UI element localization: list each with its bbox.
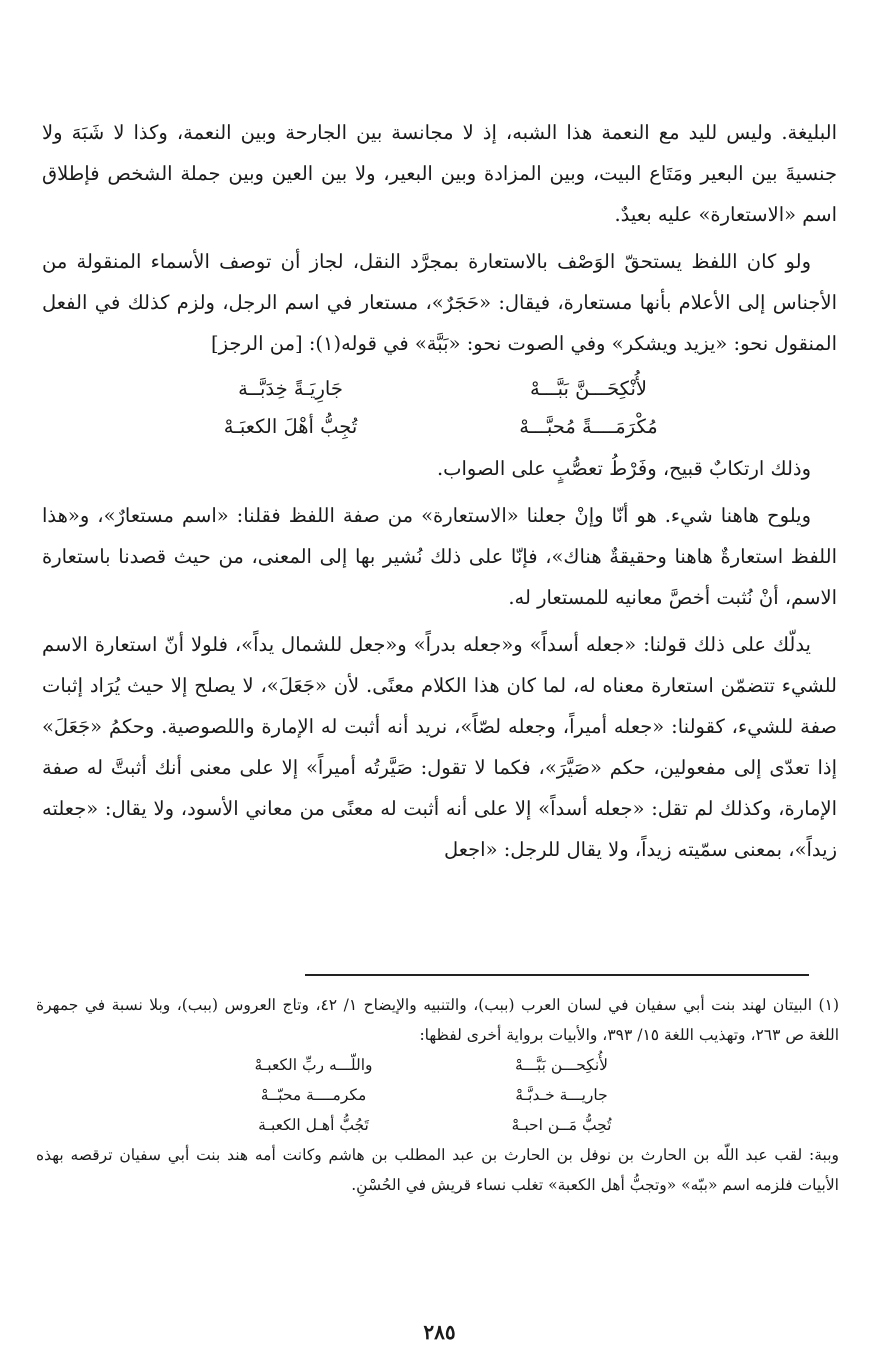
- paragraph-3: وذلك ارتكابٌ قبيح، وفَرْطُ تعصُّبٍ على الصواب.: [436, 457, 811, 480]
- verse-line-2: [42, 408, 837, 446]
- verse-line-1: [42, 370, 837, 408]
- footnote-verse-3: [36, 1110, 839, 1140]
- footnote-verse-1-a: لأُنكِحـــن بَبَّـــهْ: [515, 1056, 608, 1074]
- footnote-verse-3-a: تُحِبُّ مَــن احبـهْ: [511, 1116, 612, 1134]
- paragraph-2: ولو كان اللفظ يستحقّ الوَصْف بالاستعارة بمجرَّد النقل، لجاز أن توصف الأسماء المنقولة من الأجناس إلى الأعلام بأنها مستعارة، فيقال: «حَجَرٌ»، مستعار في اسم الرجل، ولزم كذلك في الفعل المنقول نحو: «يزيد ويشكر» وفي الصوت نحو: «بَبَّة» في قوله(١): [من الرجز]: [42, 250, 837, 355]
- verse-1-second-hemistich: جَارِيَـةً خِدَبَّــة: [238, 377, 343, 400]
- page-number: ٢٨٥: [423, 1320, 456, 1344]
- page-body: [42, 112, 837, 876]
- footnote-divider: [305, 974, 809, 976]
- footnote-note: وببة: لقب عبد اللّه بن الحارث بن نوفل بن الحارث بن عبد المطلب بن هاشم وكانت أمه هند بنت أبي سفيان ترقصه بهذه الأبيات فلزمه اسم «ببّه» «وتجبُّ أهل الكعبة» تغلب نساء قريش في الحُسْنِ.: [36, 1146, 839, 1194]
- verse-2-first-hemistich: مُكْرَمَــــةً مُحبَّـــهْ: [519, 415, 658, 438]
- verse-block: [42, 370, 837, 446]
- footnote-verse-1-b: واللّـــه ربِّ الكعبـهْ: [254, 1056, 373, 1074]
- paragraph-5: يدلّك على ذلك قولنا: «جعله أسداً» و«جعله بدراً» و«جعل للشمال يداً»، فلولا أنّ استعارة الاسم للشيء تتضمّن استعارة معناه له، لما كان هذا الكلام معنًى. لأن «جَعَلَ»، لا يصلح إلا حيث يُرَاد إثبات صفة للشيء، كقولنا: «جعله أميراً، وجعله لصّاً»، نريد أنه أثبت له الإمارة واللصوصية. وحكمُ «جَعَلَ» إذا تعدّى إلى مفعولين، حكم «صَيَّرَ»، فكما لا تقول: صَيَّرتُه أميراً» إلا على معنى أنك أثبتَّ له صفة الإمارة، وكذلك لم تقل: «جعله أسداً» إلا على أنه أثبت له معنًى من معاني الأسود، ولا يقال: «جعلته زيداً»، بمعنى سمّيته زيداً، ولا يقال للرجل: «اجعل: [42, 633, 837, 861]
- footnote-verse-2-b: مكرمــــة محبّــهْ: [260, 1086, 367, 1104]
- verse-1-first-hemistich: لأُنْكِحَـــنَّ بَبَّـــهْ: [530, 377, 647, 400]
- footnote-verse-1: [36, 1050, 839, 1080]
- footnotes: [36, 990, 839, 1200]
- paragraph-1: البليغة. وليس لليد مع النعمة هذا الشبه، إذ لا مجانسة بين الجارحة وبين النعمة، وكذا لا شَبَهَ ولا جنسيةَ بين البعير ومَتَاع البيت، وبين المزادة وبين البعير، ولا بين العين وبين جملة الشخص فإطلاق اسم «الاستعارة» عليه بعيدٌ.: [42, 121, 837, 226]
- paragraph-4: ويلوح هاهنا شيء. هو أنّا وإنْ جعلنا «الاستعارة» من صفة اللفظ فقلنا: «اسم مستعارٌ»، و«هذا اللفظ استعارةٌ هاهنا وحقيقةٌ هناك»، فإنّا على ذلك نُشير بها إلى المعنى، من حيث قصدنا باستعارة الاسم، أنْ نُثبت أخصَّ معانيه للمستعار له.: [42, 504, 837, 609]
- verse-2-second-hemistich: تُجِبُّ أهْلَ الكعبَـهْ: [223, 415, 358, 438]
- footnote-1: (١) البيتان لهند بنت أبي سفيان في لسان العرب (ببب)، والتنبيه والإيضاح ١/ ٤٢، وتاج العروس (ببب)، وبلا نسبة في جمهرة اللغة ص ٢٦٣، وتهذيب اللغة ١٥/ ٣٩٣، والأبيات برواية أخرى لفظها:: [36, 996, 839, 1044]
- footnote-verse-2: [36, 1080, 839, 1110]
- footnote-verse-3-b: تَجُبُّ أهـل الكعبـة: [258, 1116, 369, 1134]
- footnote-verse-2-a: جاريـــة خـدبَّـهْ: [515, 1086, 608, 1104]
